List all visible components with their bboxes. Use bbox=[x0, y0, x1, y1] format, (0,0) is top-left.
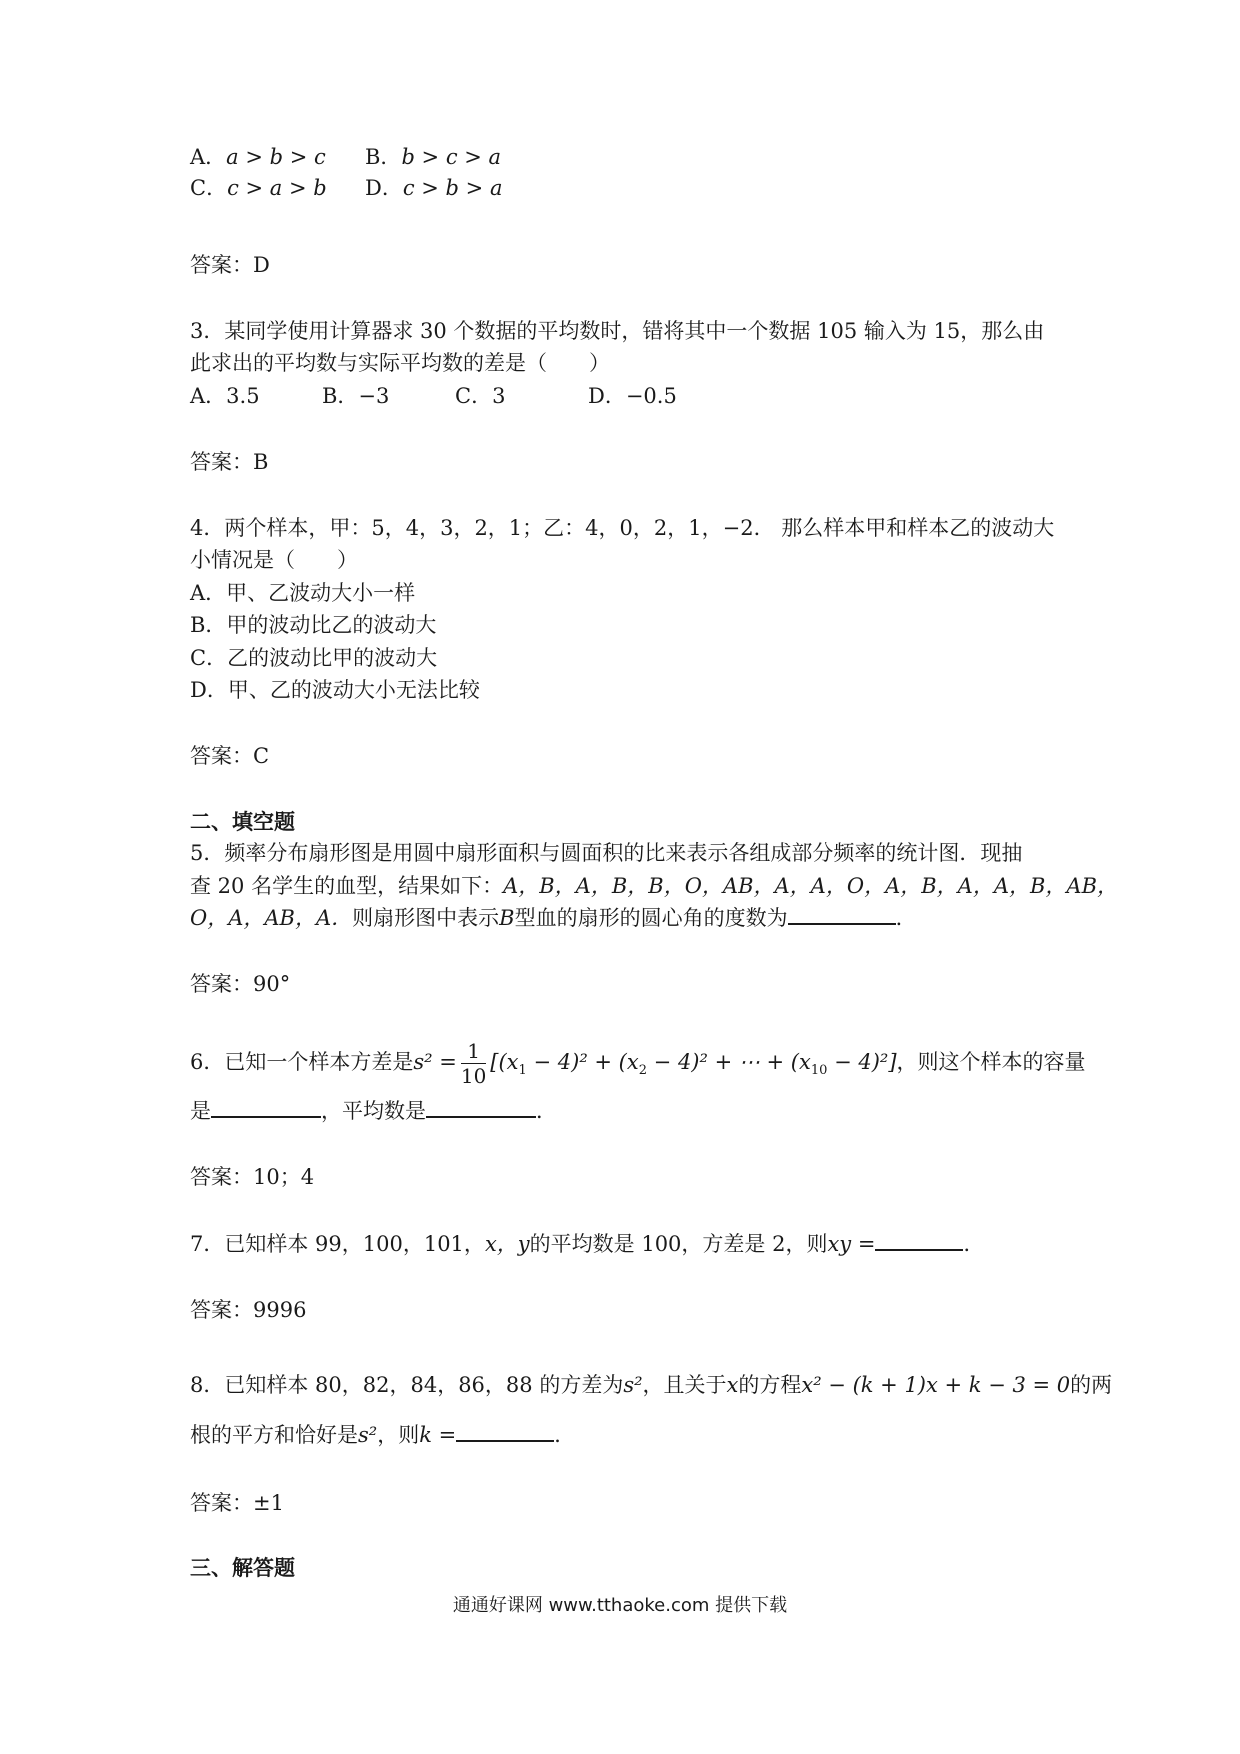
section-heading-fill-in: 二、填空题 bbox=[190, 810, 295, 834]
q6-question-line2 bbox=[190, 1096, 557, 1126]
q6-formula-part-a: [(x bbox=[490, 1050, 519, 1074]
q7-vars: x，y bbox=[484, 1232, 530, 1256]
q6-formula-part-c: − 4)² + ⋯ + (x bbox=[647, 1050, 811, 1074]
page-footer: 通通好课网 www.tthaoke.com 提供下载 bbox=[452, 1595, 788, 1616]
q5-question-line1: 5．频率分布扇形图是用圆中扇形面积与圆面积的比来表示各组成部分频率的统计图．现抽 bbox=[190, 841, 1023, 865]
q6-suffix: ，则这个样本的容量 bbox=[896, 1050, 1086, 1074]
q6-s-squared: s² = bbox=[413, 1050, 457, 1074]
q6-question-line1 bbox=[190, 1036, 1086, 1097]
q4-option-a: A．甲、乙波动大小一样 bbox=[190, 581, 416, 605]
q8-question-line1 bbox=[190, 1370, 1112, 1400]
q6-prefix: 6．已知一个样本方差是 bbox=[190, 1050, 414, 1074]
q8-x-var: x bbox=[726, 1373, 739, 1397]
q8-line2-end: ． bbox=[554, 1423, 576, 1447]
q8-text-2: ，且关于 bbox=[642, 1373, 727, 1397]
q8-question-line2 bbox=[190, 1420, 575, 1450]
q6-formula-part-d: − 4)²] bbox=[827, 1050, 897, 1074]
q6-sub-10: 10 bbox=[810, 1063, 828, 1079]
q6-answer: 答案：10；4 bbox=[190, 1165, 315, 1189]
q2-option-a bbox=[190, 142, 326, 172]
q8-equation: x² − (k + 1)x + k − 3 = 0 bbox=[801, 1373, 1071, 1397]
q2-option-b-expr: b > c > a bbox=[401, 145, 502, 169]
q4-question-line2: 小情况是（ ） bbox=[190, 548, 358, 572]
q2-answer: 答案：D bbox=[190, 253, 270, 277]
q2-option-a-expr: a > b > c bbox=[226, 145, 326, 169]
q4-question-line1: 4．两个样本，甲：5，4，3，2，1；乙：4，0，2，1，−2． 那么样本甲和样本乙的波动大 bbox=[190, 516, 1055, 540]
q7-end: ． bbox=[963, 1232, 985, 1256]
q6-fraction bbox=[461, 1039, 486, 1088]
q5-answer: 答案：90° bbox=[190, 972, 291, 996]
q7-question bbox=[190, 1229, 984, 1259]
q6-formula-part-b: − 4)² + (x bbox=[526, 1050, 639, 1074]
q6-capacity-blank bbox=[211, 1096, 321, 1118]
q3-option-a: A．3.5 bbox=[190, 384, 260, 408]
q6-line2-a: 是 bbox=[190, 1099, 211, 1123]
q7-answer-blank bbox=[875, 1229, 963, 1251]
q5-question-line2 bbox=[190, 871, 1118, 901]
q2-option-d-expr: c > b > a bbox=[402, 176, 503, 200]
q2-option-d-label: D． bbox=[365, 176, 403, 200]
q7-xy: xy = bbox=[827, 1232, 876, 1256]
q8-line2-s-squared: s² bbox=[358, 1423, 378, 1447]
q6-mean-blank bbox=[426, 1096, 536, 1118]
q3-question-line1: 3．某同学使用计算器求 30 个数据的平均数时，错将其中一个数据 105 输入为 15，那么由 bbox=[190, 319, 1045, 343]
q2-option-c-label: C． bbox=[190, 176, 228, 200]
q8-s-squared: s² bbox=[623, 1373, 643, 1397]
q3-answer: 答案：B bbox=[190, 450, 269, 474]
q8-text-3: 的方程 bbox=[738, 1373, 802, 1397]
q2-option-b-label: B． bbox=[365, 145, 402, 169]
q3-option-d: D．−0.5 bbox=[588, 384, 677, 408]
q2-option-c bbox=[190, 173, 327, 203]
q7-text-b: 的平均数是 100，方差是 2，则 bbox=[529, 1232, 828, 1256]
q6-sub-2: 2 bbox=[638, 1063, 647, 1079]
q6-line2-end: ． bbox=[536, 1099, 557, 1123]
q4-option-d: D．甲、乙的波动大小无法比较 bbox=[190, 678, 480, 702]
q5-question-line3 bbox=[190, 903, 917, 933]
q8-answer-blank bbox=[456, 1420, 554, 1442]
q5-answer-blank bbox=[788, 903, 896, 925]
q7-answer: 答案：9996 bbox=[190, 1298, 307, 1322]
q6-frac-numerator: 1 bbox=[461, 1039, 486, 1064]
q5-line2-prefix: 查 20 名学生的血型，结果如下： bbox=[190, 874, 504, 898]
q4-answer: 答案：C bbox=[190, 744, 270, 768]
q5-line3-end: ． bbox=[895, 906, 917, 930]
q5-line3-before-b: 则扇形图中表示 bbox=[352, 906, 500, 930]
q2-option-b bbox=[365, 142, 501, 172]
q8-answer: 答案：±1 bbox=[190, 1491, 284, 1515]
q6-line2-b: ，平均数是 bbox=[321, 1099, 426, 1123]
section-heading-solutions: 三、解答题 bbox=[190, 1556, 295, 1580]
q3-question-line2: 此求出的平均数与实际平均数的差是（ ） bbox=[190, 351, 610, 375]
q6-frac-denominator: 10 bbox=[460, 1064, 487, 1088]
q8-text-1: 8．已知样本 80，82，84，86，88 的方差为 bbox=[190, 1373, 624, 1397]
q5-b-letter: B bbox=[499, 906, 515, 930]
q2-option-c-expr: c > a > b bbox=[227, 176, 327, 200]
q3-option-c: C．3 bbox=[455, 384, 506, 408]
q5-line3-after-b: 型血的扇形的圆心角的度数为 bbox=[514, 906, 788, 930]
q8-k-eq: k = bbox=[419, 1423, 457, 1447]
q5-blood-types: A，B，A，B，B，O，AB，A，A，O，A，B，A，A，B，AB， bbox=[503, 874, 1119, 898]
q2-option-a-label: A． bbox=[190, 145, 227, 169]
q6-sub-1: 1 bbox=[518, 1063, 527, 1079]
q8-text-4: 的两 bbox=[1070, 1373, 1113, 1397]
q2-option-d bbox=[365, 173, 502, 203]
q4-option-b: B．甲的波动比乙的波动大 bbox=[190, 613, 437, 637]
q4-option-c: C．乙的波动比甲的波动大 bbox=[190, 646, 438, 670]
q3-option-b: B．−3 bbox=[322, 384, 390, 408]
q7-text-a: 7．已知样本 99，100，101， bbox=[190, 1232, 485, 1256]
q8-line2-a: 根的平方和恰好是 bbox=[190, 1423, 358, 1447]
q5-blood-types-cont: O，A，AB，A． bbox=[190, 906, 353, 930]
q8-line2-b: ，则 bbox=[377, 1423, 420, 1447]
